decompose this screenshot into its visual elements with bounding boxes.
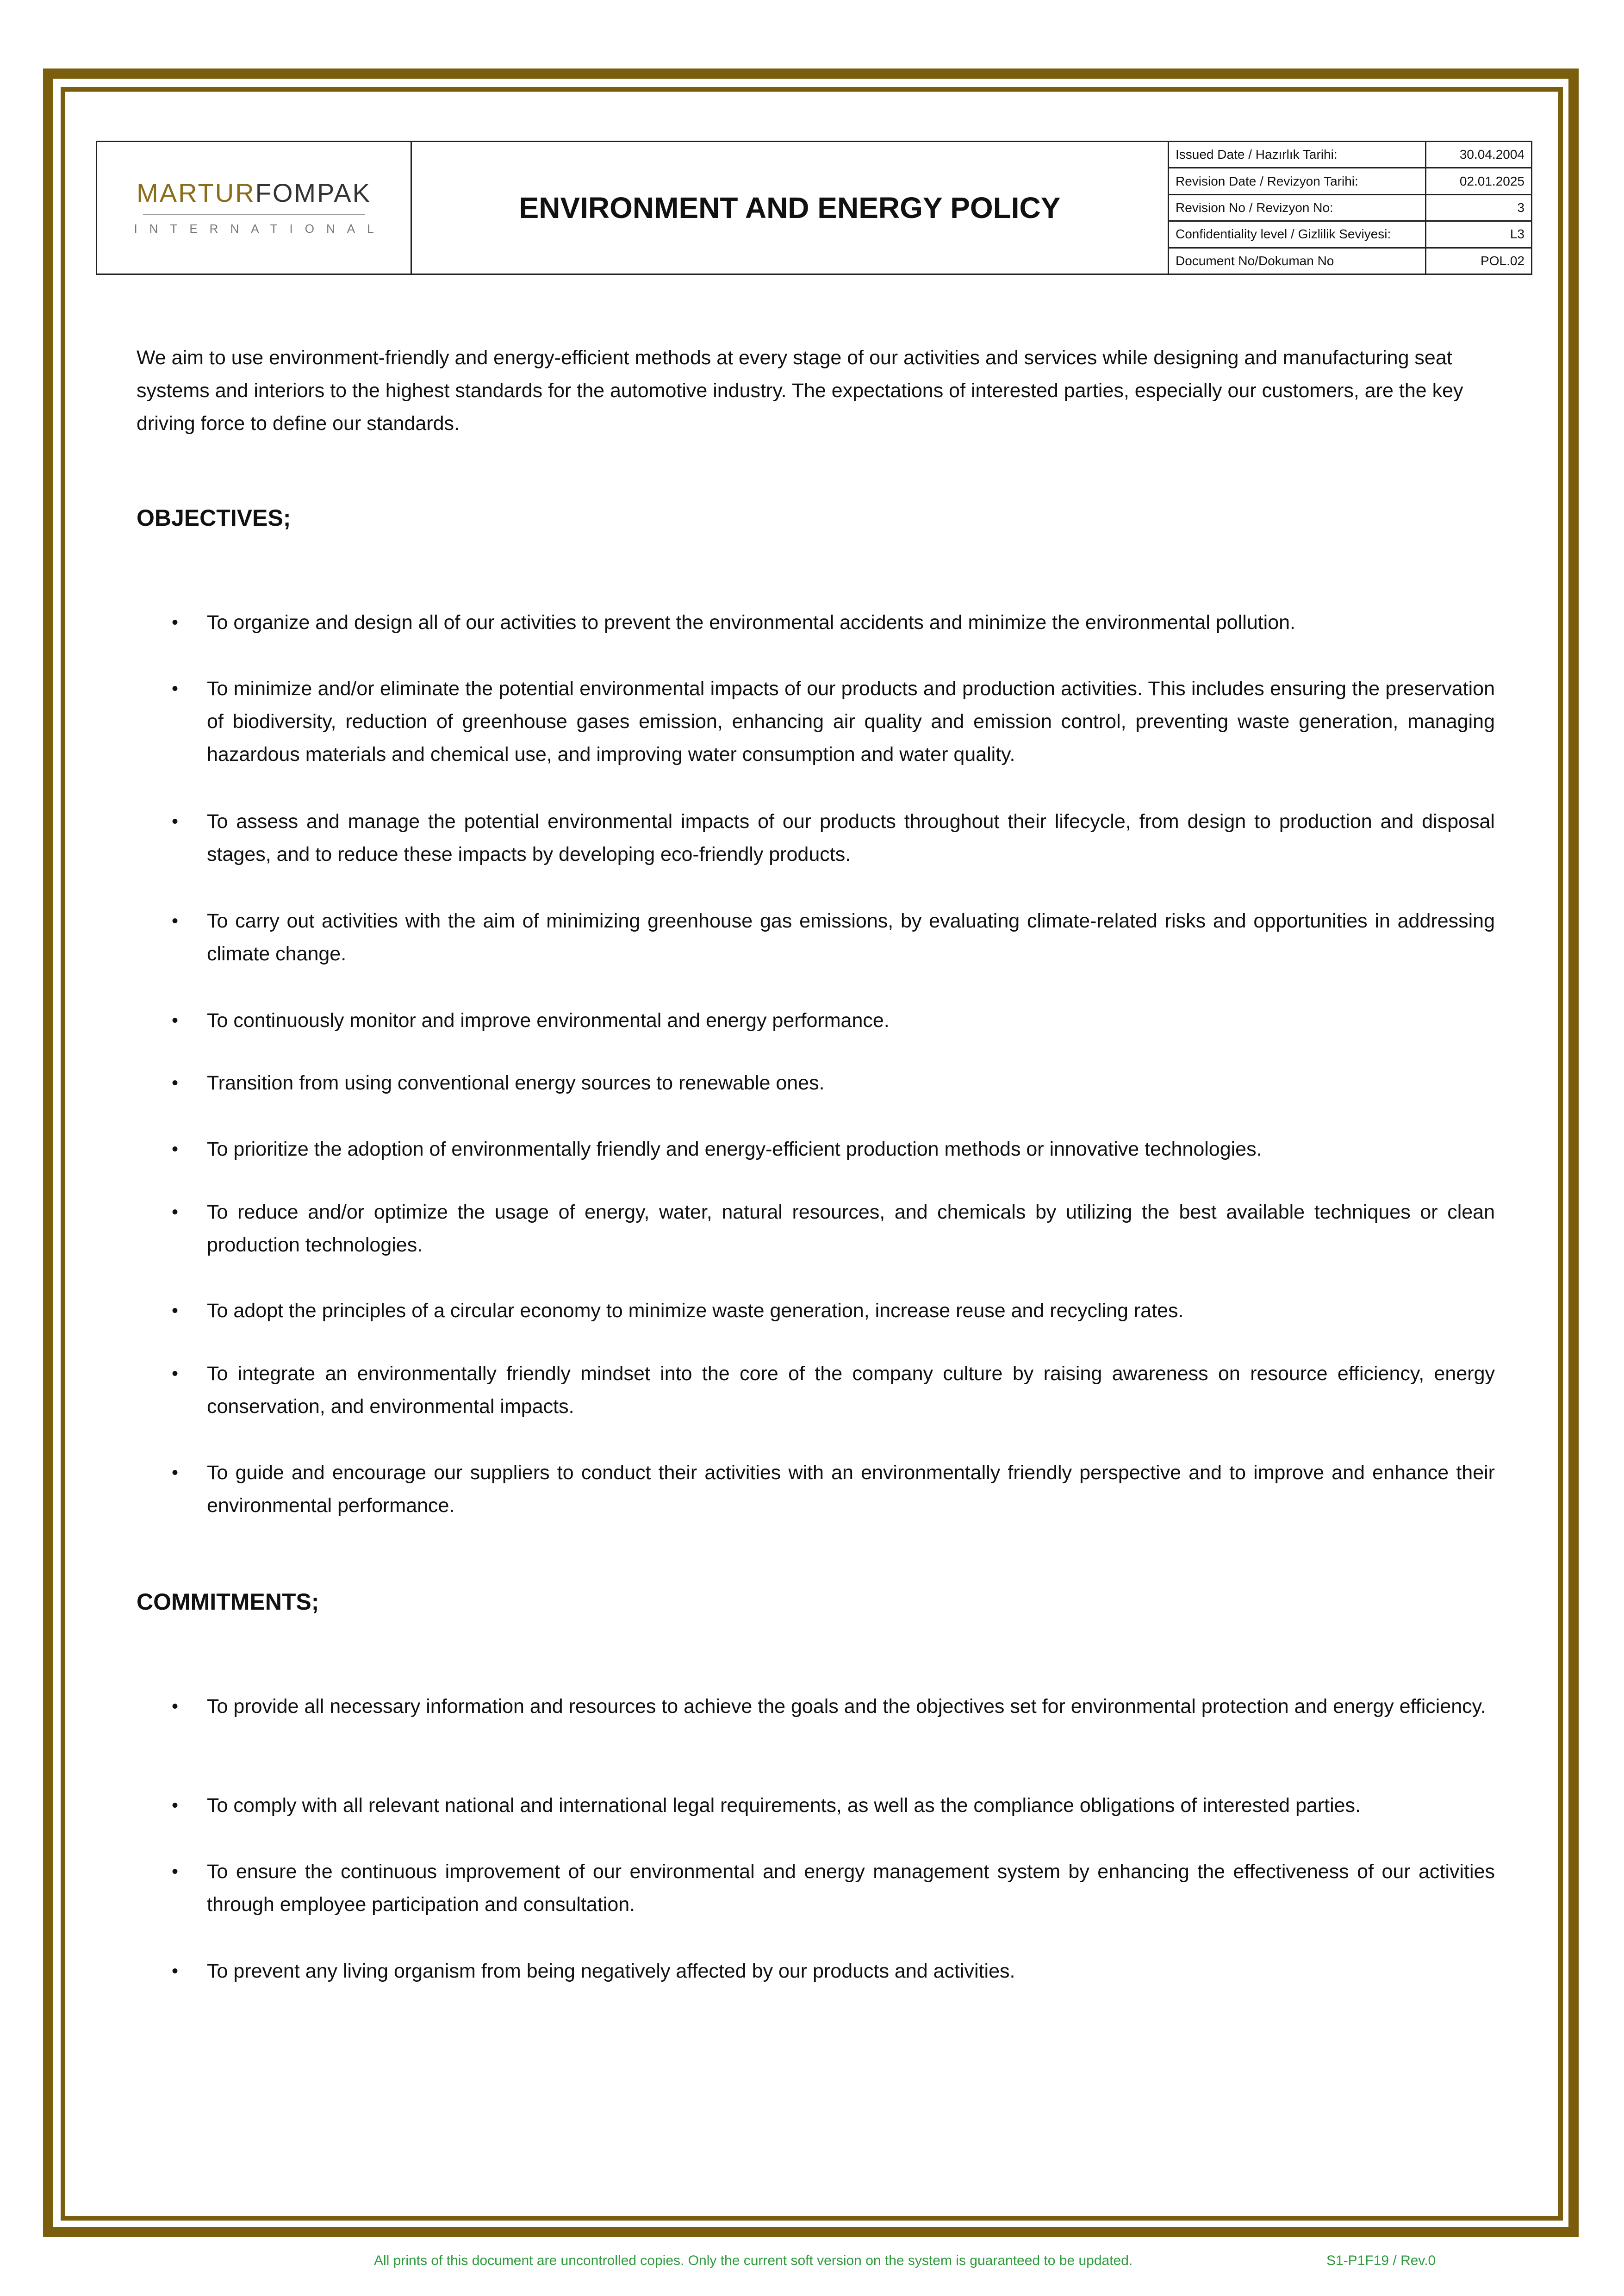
footer-notice: All prints of this document are uncontrolled copies. Only the current soft version on the system is guaranteed to be updated. xyxy=(374,2253,1133,2268)
company-logo xyxy=(97,142,412,274)
list-item xyxy=(137,672,1495,771)
list-item-text: To guide and encourage our suppliers to conduct their activities with an environmentally friendly perspective and to improve and enhance their environmental performance. xyxy=(207,1462,1495,1517)
bullet-icon: • xyxy=(172,1010,179,1031)
meta-value: 30.04.2004 xyxy=(1459,147,1524,162)
list-item-text: To adopt the principles of a circular economy to minimize waste generation, increase reuse and recycling rates. xyxy=(207,1300,1184,1322)
list-item-text: To provide all necessary information and resources to achieve the goals and the objectives set for environmental protection and energy efficiency. xyxy=(207,1695,1486,1717)
list-item-text: Transition from using conventional energy sources to renewable ones. xyxy=(207,1072,825,1094)
bullet-icon: • xyxy=(172,1300,179,1321)
list-item-text: To comply with all relevant national and international legal requirements, as well as the compliance obligations of interested parties. xyxy=(207,1794,1361,1817)
list-item xyxy=(137,1955,1495,1988)
meta-row xyxy=(1169,142,1531,168)
meta-label: Revision No / Revizyon No: xyxy=(1169,195,1426,220)
bullet-icon: • xyxy=(172,612,179,633)
list-item xyxy=(137,805,1495,871)
bullet-icon: • xyxy=(172,911,179,931)
list-item-text: To organize and design all of our activities to prevent the environmental accidents and minimize the environmental pollution. xyxy=(207,611,1296,634)
list-item xyxy=(137,1133,1495,1166)
meta-row xyxy=(1169,195,1531,222)
list-item xyxy=(137,1357,1495,1423)
bullet-icon: • xyxy=(172,1795,179,1816)
list-item xyxy=(137,1294,1495,1327)
list-item-text: To prevent any living organism from being negatively affected by our products and activities. xyxy=(207,1960,1015,1982)
logo-divider xyxy=(143,214,365,215)
logo-subtitle: INTERNATIONAL xyxy=(134,221,386,236)
list-item xyxy=(137,1456,1495,1522)
meta-value: POL.02 xyxy=(1481,253,1524,268)
document-header xyxy=(96,141,1532,275)
document-meta-table xyxy=(1169,142,1531,274)
list-item xyxy=(137,1196,1495,1262)
meta-row xyxy=(1169,168,1531,195)
list-item xyxy=(137,1004,1495,1037)
bullet-icon: • xyxy=(172,1696,179,1717)
meta-value: 02.01.2025 xyxy=(1459,174,1524,188)
list-item-text: To minimize and/or eliminate the potential environmental impacts of our products and production activities. This includes ensuring the preservation of biodiversity, reduction of greenhouse gases emission, enhancing air quality and emission control, preventing waste generation, managing hazardous materials and chemical use, and improving water consumption and water quality. xyxy=(207,678,1495,765)
commitments-heading: COMMITMENTS; xyxy=(137,1589,319,1615)
bullet-icon: • xyxy=(172,1462,179,1483)
list-item xyxy=(137,1690,1495,1723)
list-item-text: To continuously monitor and improve environmental and energy performance. xyxy=(207,1009,890,1032)
bullet-icon: • xyxy=(172,1073,179,1093)
meta-label: Issued Date / Hazırlık Tarihi: xyxy=(1169,142,1426,167)
meta-label: Confidentiality level / Gizlilik Seviyesi: xyxy=(1169,222,1426,247)
bullet-icon: • xyxy=(172,1139,179,1159)
bullet-icon: • xyxy=(172,1861,179,1882)
meta-value: L3 xyxy=(1510,227,1524,242)
bullet-icon: • xyxy=(172,678,179,699)
bullet-icon: • xyxy=(172,1202,179,1222)
list-item-text: To carry out activities with the aim of minimizing greenhouse gas emissions, by evaluating climate-related risks and opportunities in addressing climate change. xyxy=(207,910,1495,965)
logo-part-2: FOMPAK xyxy=(255,178,371,207)
meta-value: 3 xyxy=(1517,200,1524,215)
intro-paragraph: We aim to use environment-friendly and energy-efficient methods at every stage of our activities and services while designing and manufacturing seat systems and interiors to the highest standards for the automotive industry. The expectations of interested parties, especially our customers, are the key driving force to define our standards. xyxy=(137,347,1463,435)
title-cell xyxy=(412,142,1169,274)
list-item xyxy=(137,905,1495,971)
list-item-text: To integrate an environmentally friendly mindset into the core of the company culture by raising awareness on resource efficiency, energy conservation, and environmental impacts. xyxy=(207,1363,1495,1418)
bullet-icon: • xyxy=(172,811,179,832)
objectives-heading: OBJECTIVES; xyxy=(137,505,291,531)
meta-row xyxy=(1169,222,1531,248)
footer-code: S1-P1F19 / Rev.0 xyxy=(1326,2253,1436,2268)
list-item xyxy=(137,606,1495,639)
list-item xyxy=(137,1067,1495,1100)
bullet-icon: • xyxy=(172,1363,179,1384)
list-item-text: To reduce and/or optimize the usage of energy, water, natural resources, and chemicals by utilizing the best available techniques or clean production technologies. xyxy=(207,1201,1495,1256)
meta-label: Document No/Dokuman No xyxy=(1169,249,1426,274)
meta-label: Revision Date / Revizyon Tarihi: xyxy=(1169,168,1426,193)
meta-row xyxy=(1169,249,1531,274)
logo-wordmark xyxy=(137,180,371,206)
list-item xyxy=(137,1855,1495,1921)
bullet-icon: • xyxy=(172,1961,179,1981)
list-item-text: To ensure the continuous improvement of our environmental and energy management system by enhancing the effectiveness of our activities through employee participation and consultation. xyxy=(207,1860,1495,1916)
list-item-text: To prioritize the adoption of environmentally friendly and energy-efficient production methods or innovative technologies. xyxy=(207,1138,1262,1160)
list-item xyxy=(137,1789,1495,1822)
document-title: ENVIRONMENT AND ENERGY POLICY xyxy=(519,191,1061,224)
list-item-text: To assess and manage the potential environmental impacts of our products throughout their lifecycle, from design to production and disposal stages, and to reduce these impacts by developing eco-friendly products. xyxy=(207,810,1495,865)
logo-part-1: MARTUR xyxy=(137,178,255,207)
